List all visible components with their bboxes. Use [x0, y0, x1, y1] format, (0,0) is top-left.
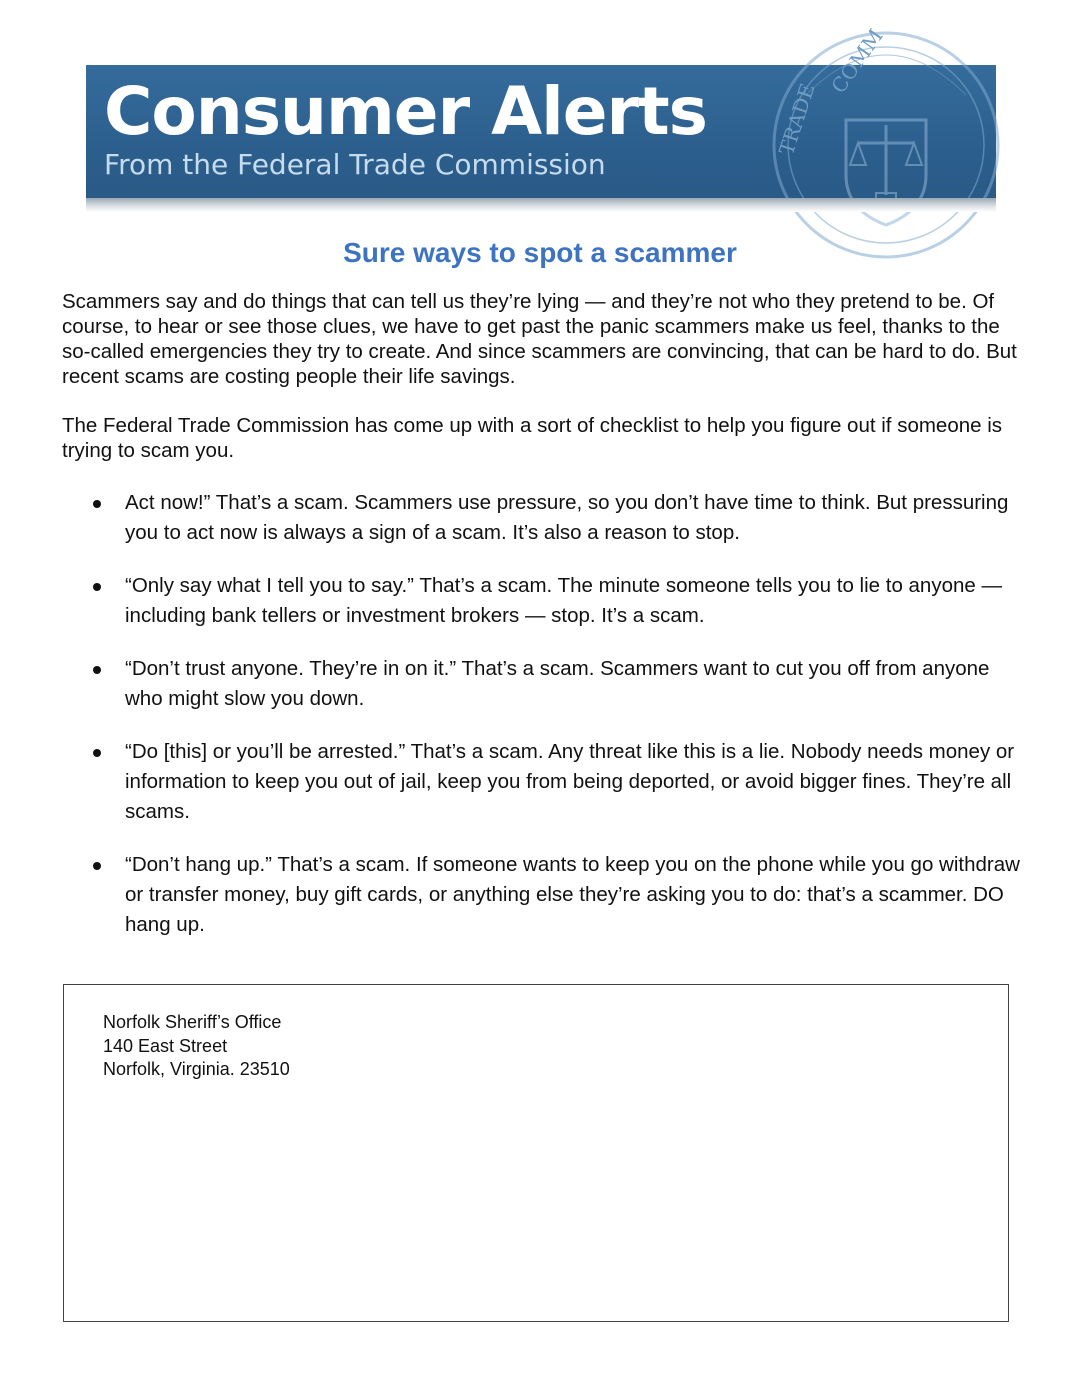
bullet-icon	[93, 500, 101, 508]
banner-title: Consumer Alerts	[104, 73, 707, 150]
checklist-item-text: “Only say what I tell you to say.” That’s a scam. The minute someone tells you to lie to anyone — including bank tellers or investment brokers — stop. It’s a scam.	[125, 574, 1002, 627]
checklist-item	[62, 737, 1022, 827]
bullet-icon	[93, 583, 101, 591]
page-title: Sure ways to spot a scammer	[343, 237, 737, 268]
checklist-item	[62, 654, 1022, 714]
intro-paragraph-2: The Federal Trade Commission has come up with a sort of checklist to help you figure out if someone is trying to scam you.	[62, 414, 1003, 462]
bullet-icon	[93, 862, 101, 870]
checklist-item	[62, 850, 1022, 940]
checklist-item-text: “Don’t trust anyone. They’re in on it.” That’s a scam. Scammers want to cut you off from anyone who might slow you down.	[125, 657, 990, 710]
ftc-seal-icon	[766, 25, 1006, 265]
address-line-3: Norfolk, Virginia. 23510	[103, 1059, 290, 1079]
mailing-address	[103, 1011, 290, 1082]
seal-text-left: TRADE	[774, 80, 820, 158]
banner-shadow	[86, 198, 996, 212]
scam-checklist	[62, 488, 1022, 963]
checklist-item	[62, 571, 1022, 631]
banner-subtitle: From the Federal Trade Commission	[104, 148, 606, 181]
bullet-icon	[93, 749, 101, 757]
checklist-item-text: “Don’t hang up.” That’s a scam. If someone wants to keep you on the phone while you go withdraw or transfer money, buy gift cards, or anything else they’re asking you to do: that’s a scammer. DO hang up.	[125, 853, 1020, 936]
bullet-icon	[93, 666, 101, 674]
address-line-1: Norfolk Sheriff’s Office	[103, 1012, 282, 1032]
consumer-alerts-banner	[86, 24, 996, 198]
checklist-item	[62, 488, 1022, 548]
address-box	[63, 984, 1009, 1322]
intro-paragraph-1: Scammers say and do things that can tell us they’re lying — and they’re not who they pretend to be. Of course, to hear or see those clues, we have to get past the panic scammers make us feel, thanks to the so-called emergencies they try to create. And since scammers are convincing, that can be hard to do. But recent scams are costing people their life savings.	[62, 290, 1017, 388]
checklist-item-text: Act now!” That’s a scam. Scammers use pressure, so you don’t have time to think. But pressuring you to act now is always a sign of a scam. It’s also a reason to stop.	[125, 491, 1009, 544]
address-line-2: 140 East Street	[103, 1035, 228, 1056]
checklist-item-text: “Do [this] or you’ll be arrested.” That’s a scam. Any threat like this is a lie. Nobody needs money or information to keep you out of jail, keep you from being deported, or avoid bigger fines. They’re all scams.	[125, 740, 1015, 823]
seal-text-top: COMM	[826, 24, 888, 98]
